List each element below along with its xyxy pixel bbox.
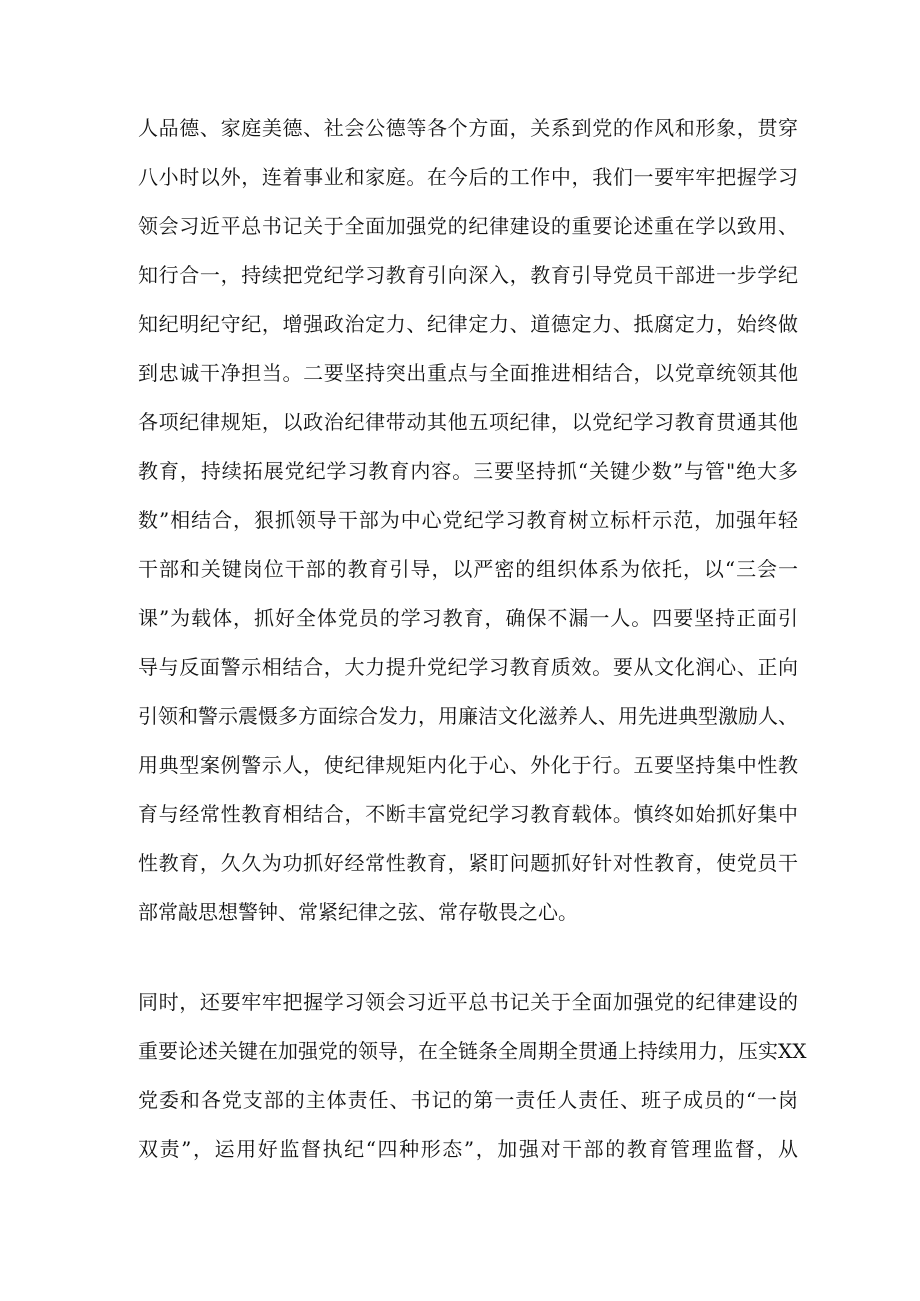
paragraph-line: 同时，还要牢牢把握学习领会习近平总书记关于全面加强党的纪律建设的	[138, 990, 798, 1014]
paragraph-line: 用典型案例警示人，使纪律规矩内化于心、外化于行。五要坚持集中性教	[138, 753, 798, 777]
paragraph-line: 引领和警示震慑多方面综合发力，用廉洁文化滋养人、用先进典型激励人、	[138, 704, 798, 728]
paragraph-line: 双责”，运用好监督执纪“四种形态”，加强对干部的教育管理监督，从	[138, 1137, 798, 1161]
paragraph-line: 党委和各党支部的主体责任、书记的第一责任人责任、班子成员的“一岗	[138, 1088, 798, 1112]
paragraph-line: 知纪明纪守纪，增强政治定力、纪律定力、道德定力、抵腐定力，始终做	[138, 312, 798, 336]
paragraph-line: 重要论述关键在加强党的领导，在全链条全周期全贯通上持续用力，压实XX	[138, 1039, 807, 1063]
paragraph-line: 领会习近平总书记关于全面加强党的纪律建设的重要论述重在学以致用、	[138, 214, 798, 238]
paragraph-line: 部常敲思想警钟、常紧纪律之弦、常存敬畏之心。	[138, 900, 578, 924]
paragraph-line: 到忠诚干净担当。二要坚持突出重点与全面推进相结合，以党章统领其他	[138, 361, 798, 385]
paragraph-line: 人品德、家庭美德、社会公德等各个方面，关系到党的作风和形象，贯穿	[138, 116, 798, 140]
paragraph-line: 各项纪律规矩，以政治纪律带动其他五项纪律，以党纪学习教育贯通其他	[138, 410, 798, 434]
paragraph-line: 数”相结合，狠抓领导干部为中心党纪学习教育树立标杆示范，加强年轻	[138, 508, 798, 532]
paragraph-line: 教育，持续拓展党纪学习教育内容。三要坚持抓“关键少数”与管"绝大多	[138, 459, 798, 483]
paragraph-line: 课”为载体，抓好全体党员的学习教育，确保不漏一人。四要坚持正面引	[138, 606, 798, 630]
paragraph-line: 八小时以外，连着事业和家庭。在今后的工作中，我们一要牢牢把握学习	[138, 165, 798, 189]
paragraph-line: 干部和关键岗位干部的教育引导，以严密的组织体系为依托，以“三会一	[138, 557, 798, 581]
paragraph-line: 导与反面警示相结合，大力提升党纪学习教育质效。要从文化润心、正向	[138, 655, 798, 679]
paragraph-line: 育与经常性教育相结合，不断丰富党纪学习教育载体。慎终如始抓好集中	[138, 802, 798, 826]
paragraph-line: 性教育，久久为功抓好经常性教育，紧盯问题抓好针对性教育，使党员干	[138, 851, 798, 875]
paragraph-line: 知行合一，持续把党纪学习教育引向深入，教育引导党员干部进一步学纪	[138, 263, 798, 287]
